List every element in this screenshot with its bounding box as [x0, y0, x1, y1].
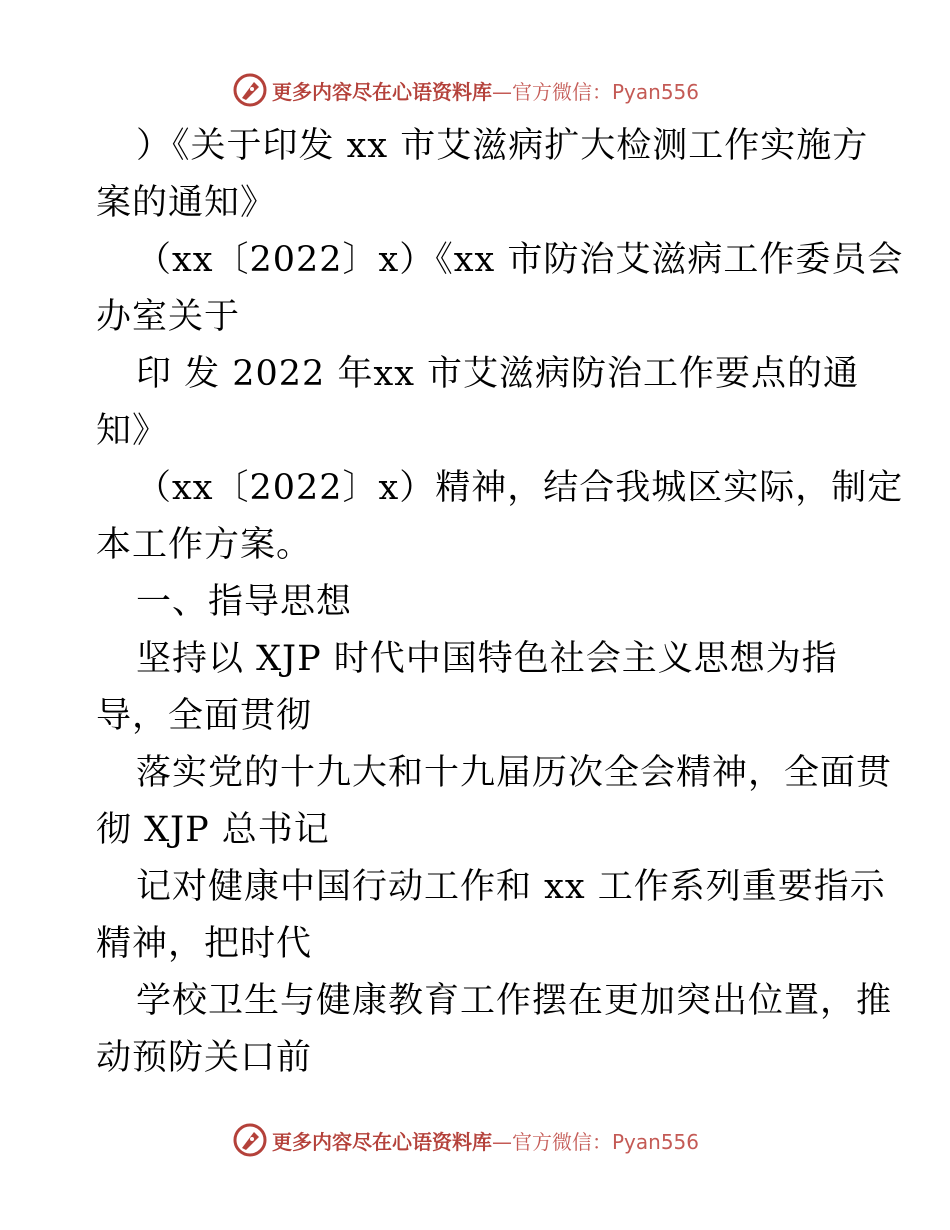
- header-banner: [232, 70, 699, 110]
- body-line: 记对健康中国行动工作和 xx 工作系列重要指示: [136, 867, 886, 907]
- body-line: 案的通知》: [96, 183, 277, 223]
- pen-nib-seal-icon: [232, 1122, 268, 1158]
- body-line: 知》: [96, 411, 169, 451]
- pen-nib-seal-icon: [232, 72, 268, 108]
- body-line: 动预防关口前: [96, 1038, 313, 1078]
- body-line: 本工作方案。: [96, 525, 313, 565]
- body-line: 办室关于: [96, 297, 241, 337]
- body-line: 学校卫生与健康教育工作摆在更加突出位置，推: [136, 981, 893, 1021]
- body-line: 导，全面贯彻: [96, 696, 313, 736]
- body-line: 彻 XJP 总书记: [96, 810, 330, 850]
- body-line: ）《关于印发 xx 市艾滋病扩大检测工作实施方: [136, 126, 869, 166]
- body-line: 精神，把时代: [96, 924, 313, 964]
- body-line: （xx〔2022〕x）《xx 市防治艾滋病工作委员会: [136, 240, 904, 280]
- header-banner-main: 更多内容尽在心语资料库: [272, 79, 492, 104]
- body-line: （xx〔2022〕x）精神，结合我城区实际，制定: [136, 468, 904, 508]
- document-body: [96, 118, 904, 1087]
- body-line: 坚持以 XJP 时代中国特色社会主义思想为指: [136, 639, 838, 679]
- footer-banner: [232, 1120, 699, 1160]
- footer-banner-main: 更多内容尽在心语资料库: [272, 1129, 492, 1154]
- footer-banner-sub: —官方微信：Pyan556: [492, 1129, 700, 1154]
- body-line: 印 发 2022 年xx 市艾滋病防治工作要点的通: [136, 354, 860, 394]
- header-banner-sub: —官方微信：Pyan556: [492, 79, 700, 104]
- body-line: 落实党的十九大和十九届历次全会精神，全面贯: [136, 753, 893, 793]
- section-heading: 一、指导思想: [136, 582, 353, 622]
